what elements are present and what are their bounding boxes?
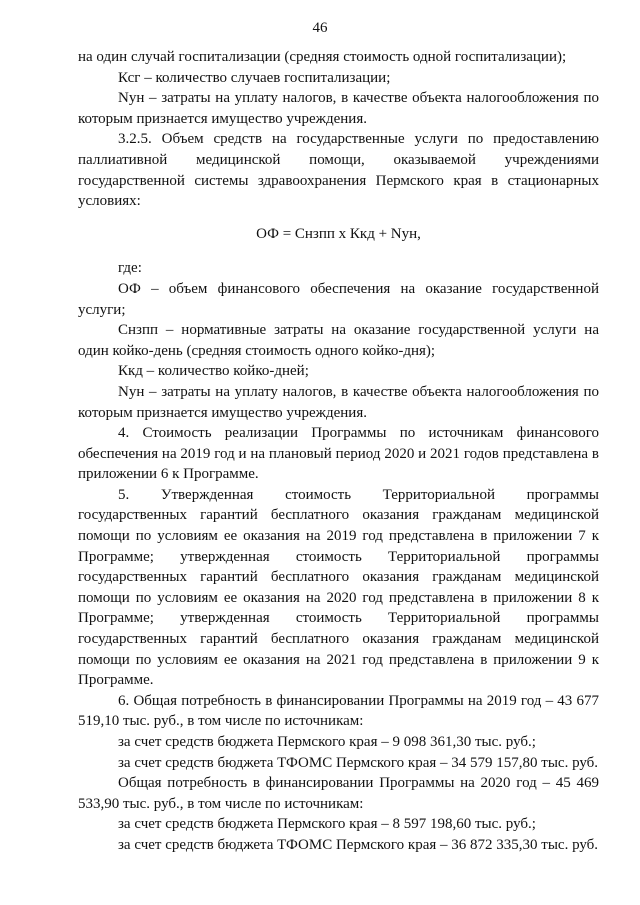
- paragraph-2020-tfoms-budget: за счет средств бюджета ТФОМС Пермского края – 36 872 335,30 тыс. руб.: [118, 836, 599, 853]
- paragraph-hospitalization-cost: на один случай госпитализации (средняя стоимость одной госпитализации);: [78, 49, 567, 65]
- paragraph-kkd-definition: Ккд – количество койко-дней;: [118, 363, 309, 380]
- paragraph-nun-definition-1: Nун – затраты на уплату налогов, в качестве объекта налогообложения по которым признается имущество учреждения.: [78, 90, 599, 127]
- document-body: [78, 47, 599, 856]
- paragraph-section-3-2-5: 3.2.5. Объем средств на государственные услуги по предоставлению паллиативной медицинской помощи, оказываемой учреждениями государственной системы здравоохранения Пермского края в стационарных условиях:: [78, 131, 599, 210]
- paragraph-ksg-definition: Ксг – количество случаев госпитализации;: [118, 69, 391, 86]
- paragraph-total-2020: Общая потребность в финансировании Программы на 2020 год – 45 469 533,90 тыс. руб., в том числе по источникам:: [78, 775, 599, 812]
- page-number: 46: [312, 20, 328, 36]
- paragraph-where: где:: [118, 260, 142, 277]
- formula-of: ОФ = Снзпп х Ккд + Nун,: [256, 225, 421, 242]
- paragraph-section-5: 5. Утвержденная стоимость Территориальной программы государственных гарантий бесплатного оказания гражданам медицинской помощи по условиям ее оказания на 2019 год представлена в приложении 7 к Программе; утвержденная стоимость Территориальной программы государственных гарантий бесплатного оказания гражданам медицинской помощи по условиям ее оказания на 2020 год представлена в приложении 8 к Программе; утвержденная стоимость Территориальной программы государственных гарантий бесплатного оказания гражданам медицинской помощи по условиям ее оказания на 2021 год представлена в приложении 9 к Программе.: [78, 486, 599, 689]
- paragraph-of-definition: ОФ – объем финансового обеспечения на оказание государственной услуги;: [78, 280, 599, 318]
- paragraph-2019-tfoms-budget: за счет средств бюджета ТФОМС Пермского края – 34 579 157,80 тыс. руб.: [118, 754, 599, 771]
- paragraph-section-6-2019: 6. Общая потребность в финансировании Программы на 2019 год – 43 677 519,10 тыс. руб., в том числе по источникам:: [78, 692, 599, 730]
- paragraph-2020-regional-budget: за счет средств бюджета Пермского края – 8 597 198,60 тыс. руб.;: [118, 816, 536, 833]
- paragraph-2019-regional-budget: за счет средств бюджета Пермского края – 9 098 361,30 тыс. руб.;: [118, 734, 536, 750]
- paragraph-snzpp-definition: Снзпп – нормативные затраты на оказание государственной услуги на один койко-день (средняя стоимость одного койко-дня);: [78, 322, 599, 359]
- paragraph-nun-definition-2: Nун – затраты на уплату налогов, в качестве объекта налогообложения по которым признается имущество учреждения.: [78, 383, 599, 421]
- paragraph-section-4: 4. Стоимость реализации Программы по источникам финансового обеспечения на 2019 год и на плановый период 2020 и 2021 годов представлена в приложении 6 к Программе.: [78, 425, 599, 483]
